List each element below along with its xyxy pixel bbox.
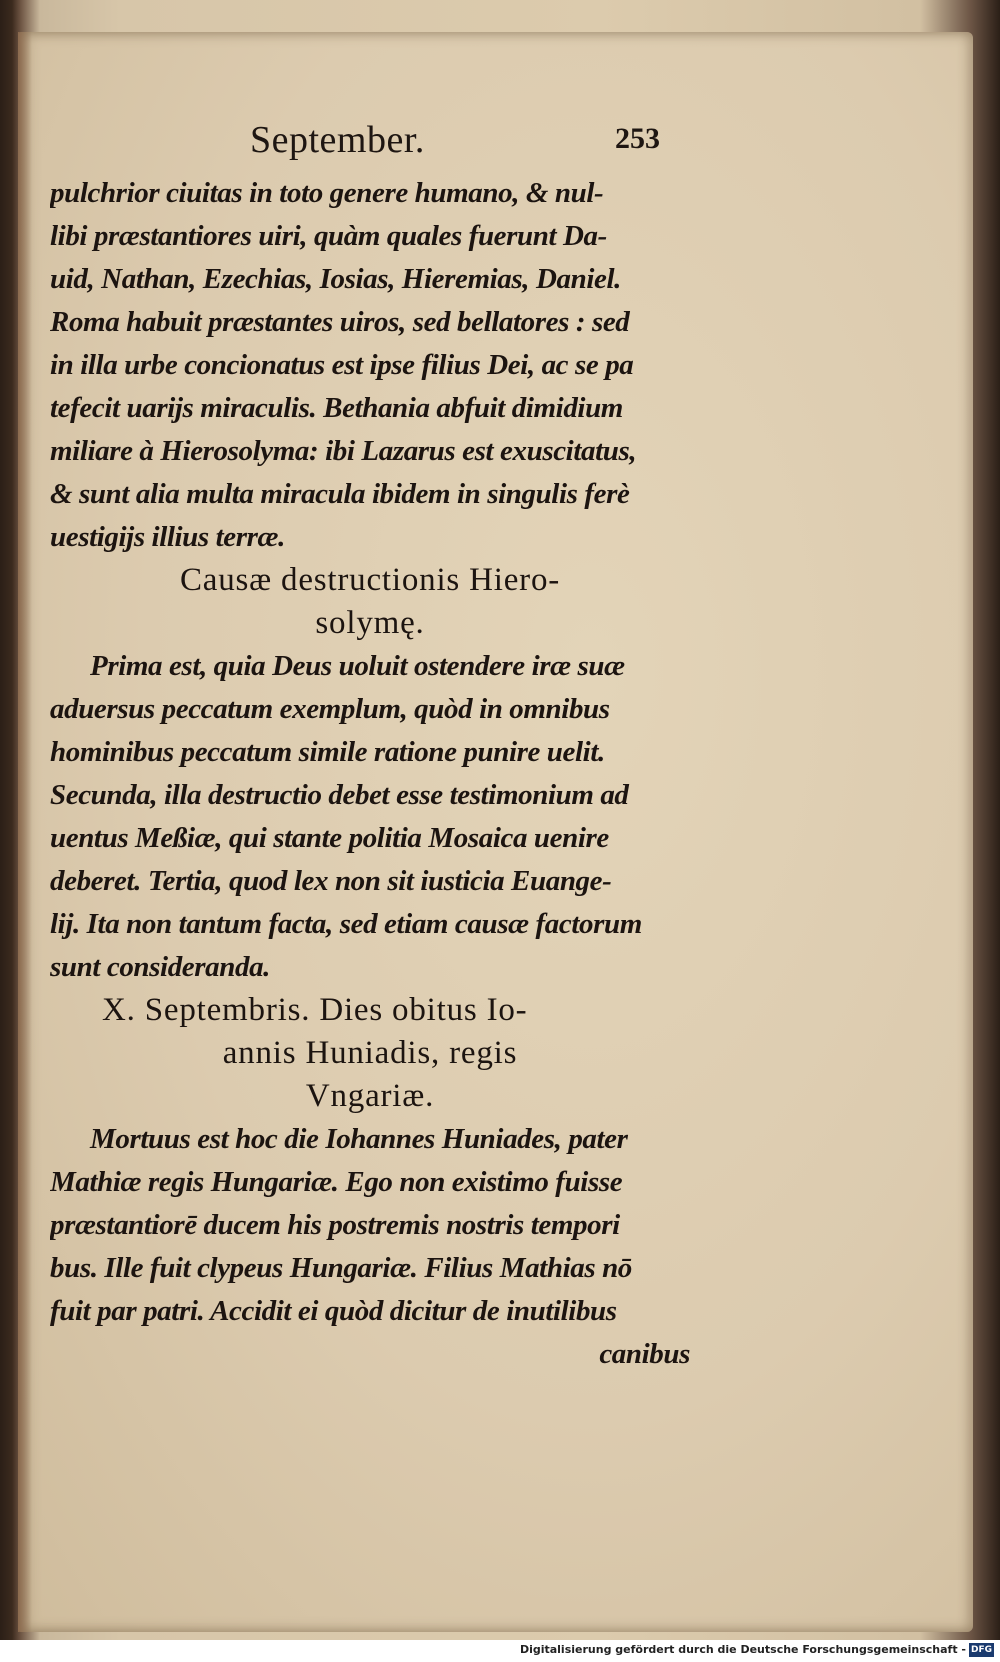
text-line: Mortuus est hoc die Iohannes Huniades, pater xyxy=(90,1123,628,1155)
text-line: Roma habuit præstantes uiros, sed bellatores : sed xyxy=(50,306,630,338)
text-line: Mathiæ regis Hungariæ. Ego non existimo fuisse xyxy=(50,1166,623,1198)
heading-line: solymę. xyxy=(315,605,425,641)
page-gutter-shadow xyxy=(18,32,32,1632)
running-head: September. xyxy=(250,119,425,161)
footer-bar xyxy=(0,1640,1000,1662)
heading-line: annis Huniadis, regis xyxy=(222,1035,518,1071)
heading-line: Vngariæ. xyxy=(305,1078,435,1114)
text-line: uestigijs illius terræ. xyxy=(50,521,285,553)
dfg-logo: DFG xyxy=(970,1645,992,1655)
text-line: lij. Ita non tantum facta, sed etiam causæ factorum xyxy=(50,908,642,940)
text-line: pulchrior ciuitas in toto genere humano, & nul- xyxy=(50,177,604,209)
catchword: canibus xyxy=(599,1338,690,1370)
heading-line: X. Septembris. Dies obitus Io- xyxy=(102,992,528,1028)
paragraph-causes xyxy=(50,645,690,989)
heading-line: Causæ destructionis Hiero- xyxy=(179,562,561,598)
text-line: & sunt alia multa miracula ibidem in singulis ferè xyxy=(50,478,630,510)
text-line: tefecit uarijs miraculis. Bethania abfuit dimidium xyxy=(50,392,623,424)
text-line: præstantiorē ducem his postremis nostris tempori xyxy=(50,1209,620,1241)
page-text xyxy=(50,172,690,1376)
text-line: bus. Ille fuit clypeus Hungariæ. Filius Mathias nō xyxy=(50,1252,632,1284)
text-line: aduersus peccatum exemplum, quòd in omnibus xyxy=(50,693,610,725)
text-line: uentus Meßiæ, qui stante politia Mosaica uenire xyxy=(50,822,609,854)
text-line: sunt consideranda. xyxy=(50,951,271,983)
page-header xyxy=(50,118,670,168)
text-line: hominibus peccatum simile ratione punire uelit. xyxy=(50,736,605,768)
text-line: deberet. Tertia, quod lex non sit iusticia Euange- xyxy=(50,865,612,897)
text-line: libi præstantiores uiri, quàm quales fuerunt Da- xyxy=(50,220,607,252)
section-heading-huniadis xyxy=(50,989,690,1118)
text-line: Prima est, quia Deus uoluit ostendere iræ suæ xyxy=(90,650,625,682)
funding-credit: Digitalisierung gefördert durch die Deutsche Forschungsgemeinschaft - xyxy=(519,1643,966,1656)
text-line: fuit par patri. Accidit ei quòd dicitur de inutilibus xyxy=(50,1295,617,1327)
text-line: in illa urbe concionatus est ipse filius Dei, ac se pa xyxy=(50,349,634,381)
paragraph-huniadis xyxy=(50,1118,690,1376)
page-number: 253 xyxy=(615,122,660,155)
text-line: Secunda, illa destructio debet esse testimonium ad xyxy=(50,779,629,811)
text-line: miliare à Hierosolyma: ibi Lazarus est exuscitatus, xyxy=(50,435,637,467)
section-heading-causes xyxy=(50,559,690,645)
text-line: uid, Nathan, Ezechias, Iosias, Hieremias, Daniel. xyxy=(50,263,621,295)
paragraph-jerusalem xyxy=(50,172,690,559)
